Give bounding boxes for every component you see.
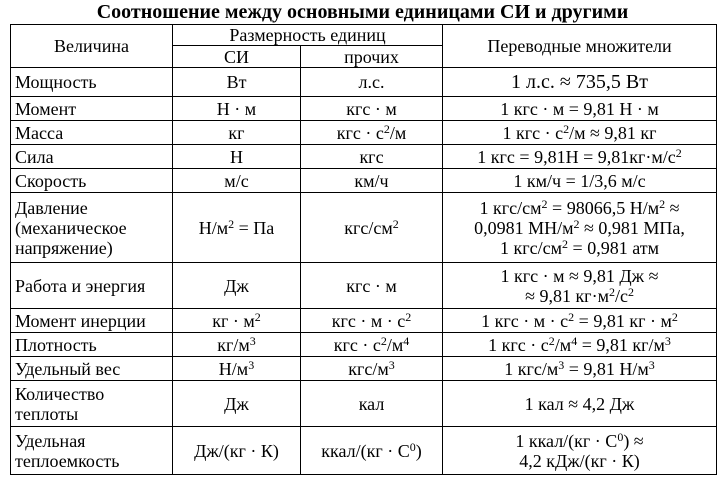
table-body [11,68,717,475]
cell-si-unit: Дж [173,381,301,427]
cell-quantity: Плотность [11,333,173,357]
cell-quantity: Момент инерции [11,309,173,333]
header-dimension: Размерность единиц [173,25,443,46]
cell-si-unit: $кг/м^3$ [173,333,301,357]
units-conversion-table [10,24,717,475]
cell-quantity: Количество теплоты [11,381,173,427]
table-row [11,309,717,333]
table-row [11,193,717,263]
cell-si-unit: м/с [173,169,301,193]
cell-other-unit: кгс · м [301,97,443,121]
cell-other-unit: кгс [301,145,443,169]
cell-other-unit: кгс · $м \cdot с^2$ [301,309,443,333]
cell-quantity: Мощность [11,68,173,97]
table-row [11,169,717,193]
cell-quantity: Скорость [11,169,173,193]
cell-other-unit: кгс · м [301,263,443,309]
cell-other-unit: кгс/$см^2$ [301,193,443,263]
header-other: прочих [301,46,443,68]
cell-conversion-factor: 1 кгс · м ≈ 9,81 Дж ≈ ≈ 9,81 $кг\cdot м^2/с^2$ [443,263,717,309]
header-si: СИ [173,46,301,68]
table-row [11,427,717,475]
cell-conversion-factor: 1 кгс = $9,81Н = 9,81кг\cdot м/с^2$ [443,145,717,169]
cell-si-unit: Вт [173,68,301,97]
cell-conversion-factor: 1 км/ч = 1/3,6 м/с [443,169,717,193]
table-row [11,381,717,427]
cell-other-unit: км/ч [301,169,443,193]
cell-si-unit: Дж [173,263,301,309]
cell-other-unit: кгс · $с^2/м^4$ [301,333,443,357]
table-row [11,145,717,169]
cell-conversion-factor: 1 л.с. ≈ 735,5 Вт [443,68,717,97]
header-factors: Переводные множители [443,25,717,68]
cell-si-unit: $Н/м^3$ [173,357,301,381]
table-row [11,97,717,121]
table-row [11,357,717,381]
cell-conversion-factor: 1 кгс · $м \cdot с^2 = 9,81$ кг · $м^2$ [443,309,717,333]
cell-conversion-factor: 1 кгс · м = 9,81 Н · м [443,97,717,121]
cell-si-unit: кг [173,121,301,145]
table-row [11,121,717,145]
table-row [11,263,717,309]
cell-quantity: Работа и энергия [11,263,173,309]
cell-si-unit: Н [173,145,301,169]
cell-conversion-factor: 1 кгс/$м^3 = 9,81$ $Н/м^3$ [443,357,717,381]
cell-other-unit: л.с. [301,68,443,97]
cell-other-unit: ккал/(кг · $С^0$) [301,427,443,475]
cell-si-unit: кг · $м^2$ [173,309,301,333]
table-row [11,68,717,97]
cell-quantity: Давление (механическое напряжение) [11,193,173,263]
cell-si-unit: Дж/(кг · К) [173,427,301,475]
cell-other-unit: кгс · $с^2/м$ [301,121,443,145]
header-quantity: Величина [11,25,173,68]
cell-quantity: Удельный вес [11,357,173,381]
cell-quantity: Масса [11,121,173,145]
cell-conversion-factor: 1 ккал/(кг · $С^0$) ≈ 4,2 кДж/(кг · К) [443,427,717,475]
table-row [11,333,717,357]
cell-conversion-factor: 1 кгс · $с^2/м \approx 9,81$ кг [443,121,717,145]
cell-other-unit: кал [301,381,443,427]
cell-si-unit: Н · м [173,97,301,121]
table-title: Соотношение между основными единицами СИ и другими [96,1,629,23]
cell-conversion-factor: 1 кал ≈ 4,2 Дж [443,381,717,427]
cell-conversion-factor: 1 кгс · $с^2/м^4 = 9,81$ $кг/м^3$ [443,333,717,357]
cell-quantity: Сила [11,145,173,169]
cell-quantity: Удельная теплоемкость [11,427,173,475]
cell-conversion-factor: 1 кгс/$см^2 = 98066,5$ $Н/м^2$ ≈ 0,0981 $МН/м^2 \approx 0,981$ МПа, 1 кгс/$см^2 = 0,981$ атм [443,193,717,263]
cell-quantity: Момент [11,97,173,121]
cell-other-unit: кгс/$м^3$ [301,357,443,381]
cell-si-unit: $Н/м^2$ = Па [173,193,301,263]
